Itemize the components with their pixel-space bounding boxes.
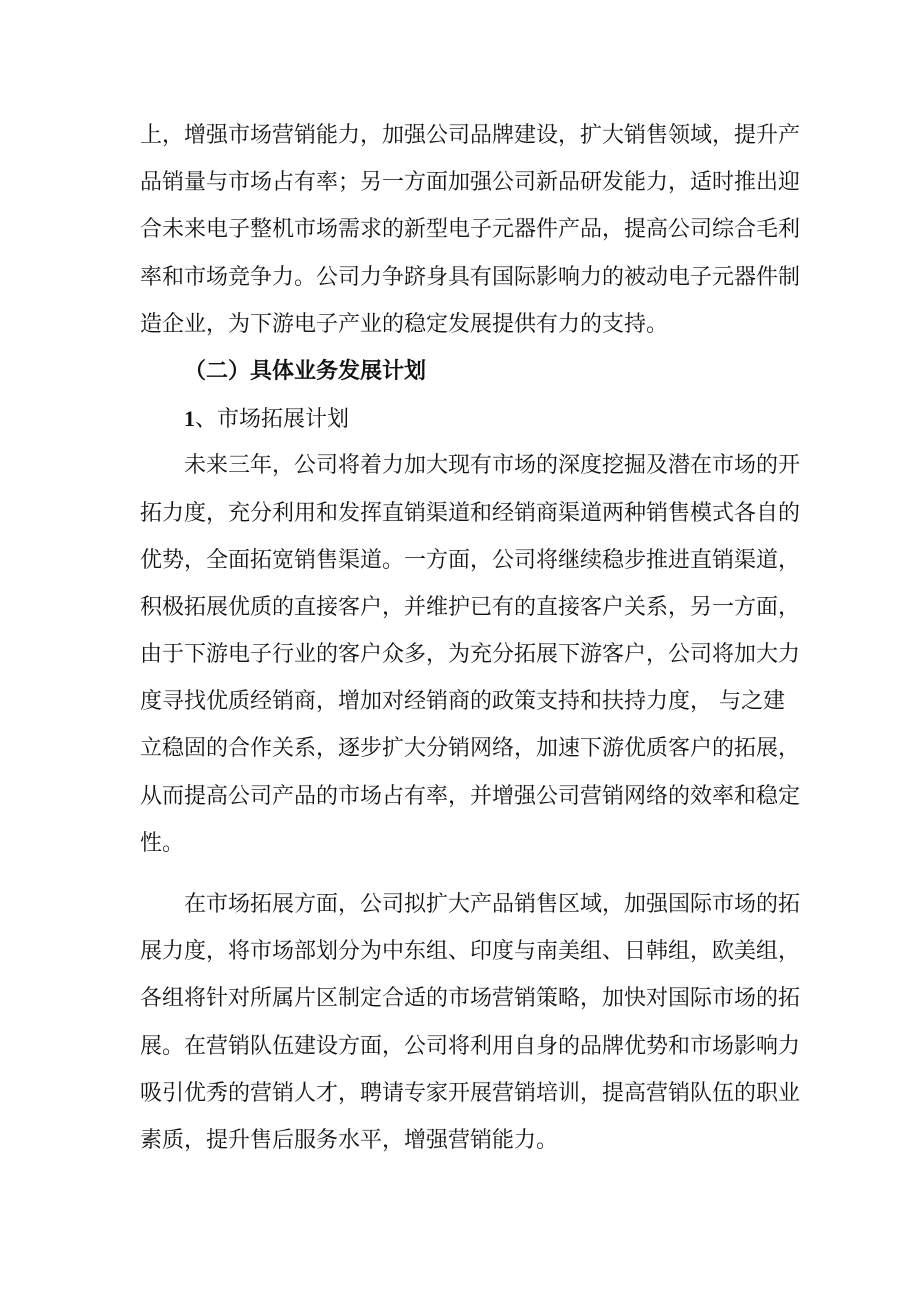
section-heading: （二）具体业务发展计划 xyxy=(184,358,427,384)
paragraph-line: 积极拓展优质的直接客户，并维护已有的直接客户关系，另一方面， xyxy=(140,594,801,620)
paragraph-line: 拓力度，充分利用和发挥直销渠道和经销商渠道两种销售模式各自的 xyxy=(140,500,801,526)
paragraph-line: 吸引优秀的营销人才，聘请专家开展营销培训，提高营销队伍的职业 xyxy=(140,1080,801,1106)
paragraph-line: 立稳固的合作关系，逐步扩大分销网络，加速下游优质客户的拓展， xyxy=(140,736,801,762)
paragraph-line: 性。 xyxy=(140,830,185,856)
paragraph-line: 从而提高公司产品的市场占有率，并增强公司营销网络的效率和稳定 xyxy=(140,783,801,809)
paragraph-line: 展。在营销队伍建设方面，公司将利用自身的品牌优势和市场影响力 xyxy=(140,1033,801,1059)
paragraph-line: 优势，全面拓宽销售渠道。一方面，公司将继续稳步推进直销渠道， xyxy=(140,547,801,573)
paragraph-line: 展力度，将市场部划分为中东组、印度与南美组、日韩组，欧美组， xyxy=(140,939,801,965)
paragraph-line: 由于下游电子行业的客户众多，为充分拓展下游客户，公司将加大力 xyxy=(140,642,801,668)
document-body xyxy=(140,112,801,1164)
paragraph-line: 各组将针对所属片区制定合适的市场营销策略，加快对国际市场的拓 xyxy=(140,986,801,1012)
paragraph-line: 度寻找优质经销商，增加对经销商的政策支持和扶持力度， 与之建 xyxy=(140,689,785,715)
intro-line: 上，增强市场营销能力，加强公司品牌建设，扩大销售领域，提升产 xyxy=(140,123,801,148)
paragraph-line: 素质，提升售后服务水平，增强营销能力。 xyxy=(140,1127,559,1153)
intro-line: 合未来电子整机市场需求的新型电子元器件产品，提高公司综合毛利 xyxy=(140,217,801,243)
subsection-number: 1 xyxy=(184,406,195,432)
intro-line: 率和市场竞争力。公司力争跻身具有国际影响力的被动电子元器件制 xyxy=(140,264,801,290)
intro-line: 造企业，为下游电子产业的稳定发展提供有力的支持。 xyxy=(140,311,669,337)
paragraph-line: 未来三年，公司将着力加大现有市场的深度挖掘及潜在市场的开 xyxy=(184,453,801,479)
paragraph-line: 在市场拓展方面，公司拟扩大产品销售区域，加强国际市场的拓 xyxy=(184,892,801,917)
paragraph-spacer xyxy=(140,867,790,881)
subsection-title: 、市场拓展计划 xyxy=(195,407,350,433)
subsection-heading xyxy=(140,395,790,442)
intro-line: 品销量与市场占有率；另一方面加强公司新品研发能力，适时推出迎 xyxy=(140,170,801,196)
